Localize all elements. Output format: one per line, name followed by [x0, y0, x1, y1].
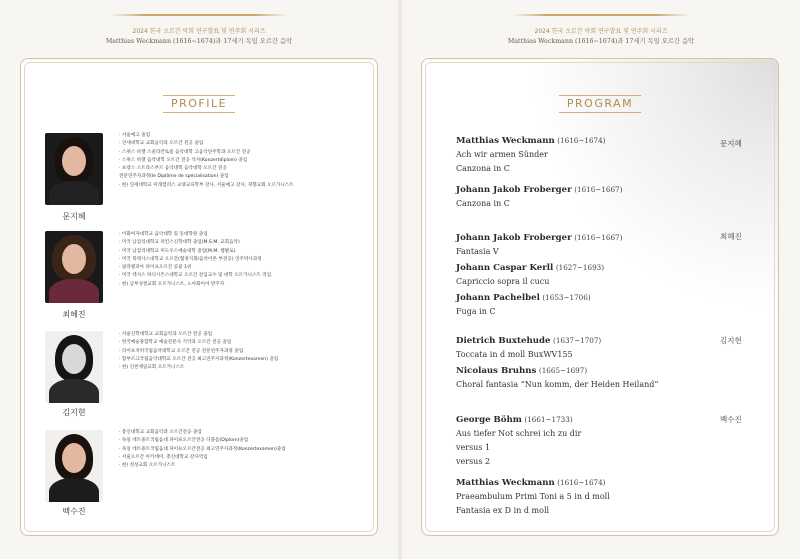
bio-line: · 현) 인천제일교회 오르가니스트: [119, 365, 185, 371]
bio-line: · 서울신학대학교 교회음악과 오르간 전공 졸업: [119, 332, 213, 337]
work-title: Fuga in C: [456, 307, 496, 316]
series-title: 2024 한국 오르간 악회 연구발표 및 연주회 시리즈: [534, 28, 668, 35]
composer-name: Dietrich Buxtehude: [456, 336, 551, 346]
composer-years: (1627~1693): [555, 263, 605, 272]
bio-line: · 서울오르간 아카데미, 총신대학교 강사역임: [119, 454, 208, 460]
composer-name: Johann Jakob Froberger: [456, 185, 572, 195]
program-performer: 문지혜: [720, 139, 742, 148]
program-page: [402, 0, 800, 559]
work-title: Canzona in C: [456, 199, 510, 208]
composer-years: (1653~1706): [542, 293, 591, 302]
composer-years: (1637~1707): [553, 336, 602, 345]
performer-name: 문지혜: [62, 212, 86, 221]
program-group: [456, 334, 756, 392]
performer-bio: [119, 429, 389, 470]
program-composer-line: [456, 364, 756, 378]
program-composer-line: [456, 291, 756, 305]
work-title: Choral fantasia “Nun komm, der Heiden Heiland”: [456, 380, 659, 389]
bio-line: · 연세대학교 교회음악과 오르간 전공 졸업: [119, 141, 204, 147]
performer-name: 백수진: [62, 507, 86, 516]
work-title: Aus tiefer Not schrei ich zu dir: [456, 429, 582, 438]
profile-page: [0, 0, 398, 559]
profile-section-title: PROFILE: [21, 95, 377, 113]
performer-name: 김지현: [62, 408, 86, 417]
bio-line: · 서울예고 졸업: [119, 133, 151, 138]
bio-line: · 스위스 바젤 스콜라칸토룸 음악대학 고음악연주학과 오르간 전공: [119, 149, 251, 155]
bio-line: · 프랑스 스트라스부르 음악대학 음악대학 오르간 전공: [119, 166, 227, 172]
bio-line: · 독일 데트몰트국립음대 파이프오르간전공 디플롬(Diplom)졸업: [119, 438, 249, 444]
portrait-photo: [45, 331, 103, 403]
composer-name: Matthias Weckmann: [456, 136, 555, 146]
program-composer-line: [456, 231, 756, 245]
portrait-photo: [45, 231, 103, 303]
composer-years: (1661~1733): [524, 415, 573, 424]
work-title: versus 1: [456, 443, 491, 452]
work-title: Ach wir armen Sünder: [456, 150, 548, 159]
bio-line: · 스위스 바젤 음악대학 오르간 전공 석사(Konzertdiplom) 졸업: [119, 157, 248, 163]
program-group: [456, 413, 756, 518]
program-performer: 김지현: [720, 336, 742, 345]
bio-line: · 총신대학교 교회음악과 오르간전공 졸업: [119, 430, 202, 435]
program-performer: 최혜진: [720, 232, 742, 241]
concert-title: Matthias Weckmann (1616~1674)과 17세기 독일 오르간 음악: [105, 38, 293, 45]
composer-name: Johann Pachelbel: [456, 293, 540, 303]
page-header: [0, 0, 398, 52]
concert-title: Matthias Weckmann (1616~1674)과 17세기 독일 오르간 음악: [507, 38, 695, 45]
composer-name: Johann Caspar Kerll: [456, 263, 554, 273]
program-composer-line: [456, 261, 756, 275]
program-frame: [421, 58, 779, 536]
bio-line: · 미국 남감리대학교 미도우스예술대학 졸업(M.M. 챔발로): [119, 248, 236, 254]
program-section-title: PROGRAM: [422, 95, 778, 113]
work-title: Fantasia ex D in d moll: [456, 506, 550, 515]
bio-line: · 라이프치히국립음악대학교 오르간 전공 전문연주자과정 졸업: [119, 348, 244, 354]
work-title: Toccata in d moll BuxWV155: [456, 350, 573, 359]
work-title: Fantasia V: [456, 247, 499, 256]
bio-line: · 필라델피아 파이프오르간 콩쿨 1위: [119, 265, 192, 271]
composer-years: (1616~1674): [557, 136, 606, 145]
work-title: Capriccio sopra il cucu: [456, 277, 550, 286]
bio-line: · 미국 북텍사스대학교 오르간(협정지휘/음악이론 부전공) 연주박사과정: [119, 256, 262, 262]
portrait-photo: [45, 430, 103, 502]
program-composer-line: [456, 334, 756, 348]
program-composer-line: [456, 476, 756, 490]
bio-line: · 미국 남감리대학교 퍼킨스신학대학 졸업(M.S.M. 교회음악): [119, 240, 240, 246]
header-rule: [512, 14, 690, 16]
composer-years: (1616~1667): [574, 233, 623, 242]
program-composer-line: [456, 413, 756, 427]
bio-line: · 함부르크국립음악대학교 오르간 전공 최고연주자과정(Konzertexamen) 졸업: [119, 356, 279, 362]
work-title: Praeambulum Primi Toni a 5 in d moll: [456, 492, 610, 501]
performer-bio: [119, 132, 389, 190]
page-header: [402, 0, 800, 52]
work-title: Canzona in C: [456, 164, 510, 173]
bio-line: · 한국예술종합학교 예술전문사 기악과 오르간 전공 졸업: [119, 340, 232, 346]
composer-years: (1616~1667): [574, 185, 623, 194]
composer-name: George Böhm: [456, 415, 522, 425]
performer-bio: [119, 331, 389, 372]
portrait-photo: [45, 133, 103, 205]
program-composer-line: [456, 183, 756, 197]
performer-name: 최혜진: [62, 310, 86, 319]
bio-line: · 미국 텍사스 하디시몬스대학교 오르간 전임교수 및 대학 오르가니스트 역임: [119, 273, 272, 279]
bio-line: · 이화여자대학교 음악대학 및 동대학원 졸업: [119, 232, 208, 237]
composer-name: Matthias Weckmann: [456, 478, 555, 488]
series-title: 2024 한국 오르간 악회 연구발표 및 연주회 시리즈: [132, 28, 266, 35]
program-group: [456, 134, 756, 211]
program-performer: 백수진: [720, 415, 742, 424]
program-composer-line: [456, 134, 756, 148]
composer-name: Johann Jakob Froberger: [456, 233, 572, 243]
composer-years: (1665~1697): [538, 366, 588, 375]
bio-line: · 현) 남부성결교회 오르가니스트, 노아화이어 반주자: [119, 281, 225, 287]
bio-line: 전문연주자과정(le Diplôme de spécialisation) 졸업: [119, 174, 229, 180]
program-group: [456, 231, 756, 319]
work-title: versus 2: [456, 457, 491, 466]
bio-line: · 현) 연세대학교 미래캠퍼스 교양교육학부 강사, 서울예고 강사, 경향교회 오르가니스트: [119, 182, 294, 188]
bio-line: · 독일 데트몰트국립음대 파이프오르간전공 최고연주자과정(Konzertexamen)졸업: [119, 446, 286, 452]
bio-line: · 현) 천성교회 오르가니스트: [119, 463, 176, 469]
performer-bio: [119, 231, 389, 289]
profile-frame: [20, 58, 378, 536]
composer-name: Nicolaus Bruhns: [456, 366, 537, 376]
header-rule: [110, 14, 288, 16]
composer-years: (1616~1674): [557, 478, 606, 487]
